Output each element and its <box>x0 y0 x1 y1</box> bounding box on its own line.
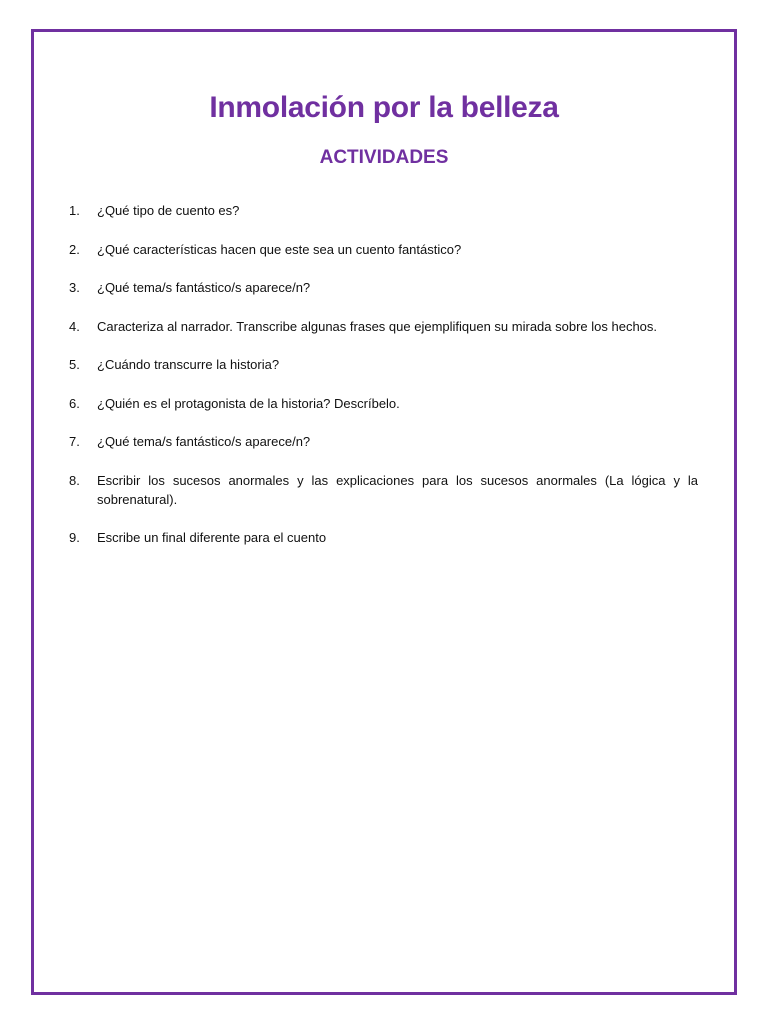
activity-item <box>62 201 698 220</box>
item-text: ¿Quién es el protagonista de la historia? Descríbelo. <box>97 395 400 411</box>
activity-item <box>62 278 698 297</box>
item-number: 3. <box>69 280 80 295</box>
activity-item <box>62 355 698 374</box>
item-text: ¿Qué tema/s fantástico/s aparece/n? <box>97 434 311 449</box>
activity-item <box>62 240 698 259</box>
item-text: Caracteriza al narrador. Transcribe algunas frases que ejemplifiquen su mirada sobre los hechos. <box>97 318 658 334</box>
item-number: 9. <box>69 530 80 545</box>
document-title: Inmolación por la belleza <box>209 91 559 124</box>
activity-list <box>62 201 698 567</box>
item-text: ¿Qué características hacen que este sea un cuento fantástico? <box>97 241 462 257</box>
activity-item <box>62 394 698 413</box>
item-text: Escribe un final diferente para el cuento <box>97 530 327 545</box>
item-number: 7. <box>69 434 80 449</box>
activity-item <box>62 432 698 451</box>
item-text: Escribir los sucesos anormales y las explicaciones para los sucesos anormales (La lógica y la sobrenatural). <box>97 472 698 507</box>
item-number: 1. <box>69 203 80 218</box>
section-heading: ACTIVIDADES <box>319 147 449 168</box>
activity-item <box>62 317 698 336</box>
item-number: 4. <box>69 318 80 334</box>
item-text: ¿Qué tipo de cuento es? <box>97 203 240 218</box>
item-text: ¿Qué tema/s fantástico/s aparece/n? <box>97 280 311 295</box>
item-number: 2. <box>69 241 80 257</box>
item-number: 8. <box>69 472 80 488</box>
item-number: 6. <box>69 395 80 411</box>
activity-item <box>62 528 698 547</box>
activity-item <box>62 471 698 509</box>
item-number: 5. <box>69 357 80 372</box>
item-text: ¿Cuándo transcurre la historia? <box>97 357 280 372</box>
